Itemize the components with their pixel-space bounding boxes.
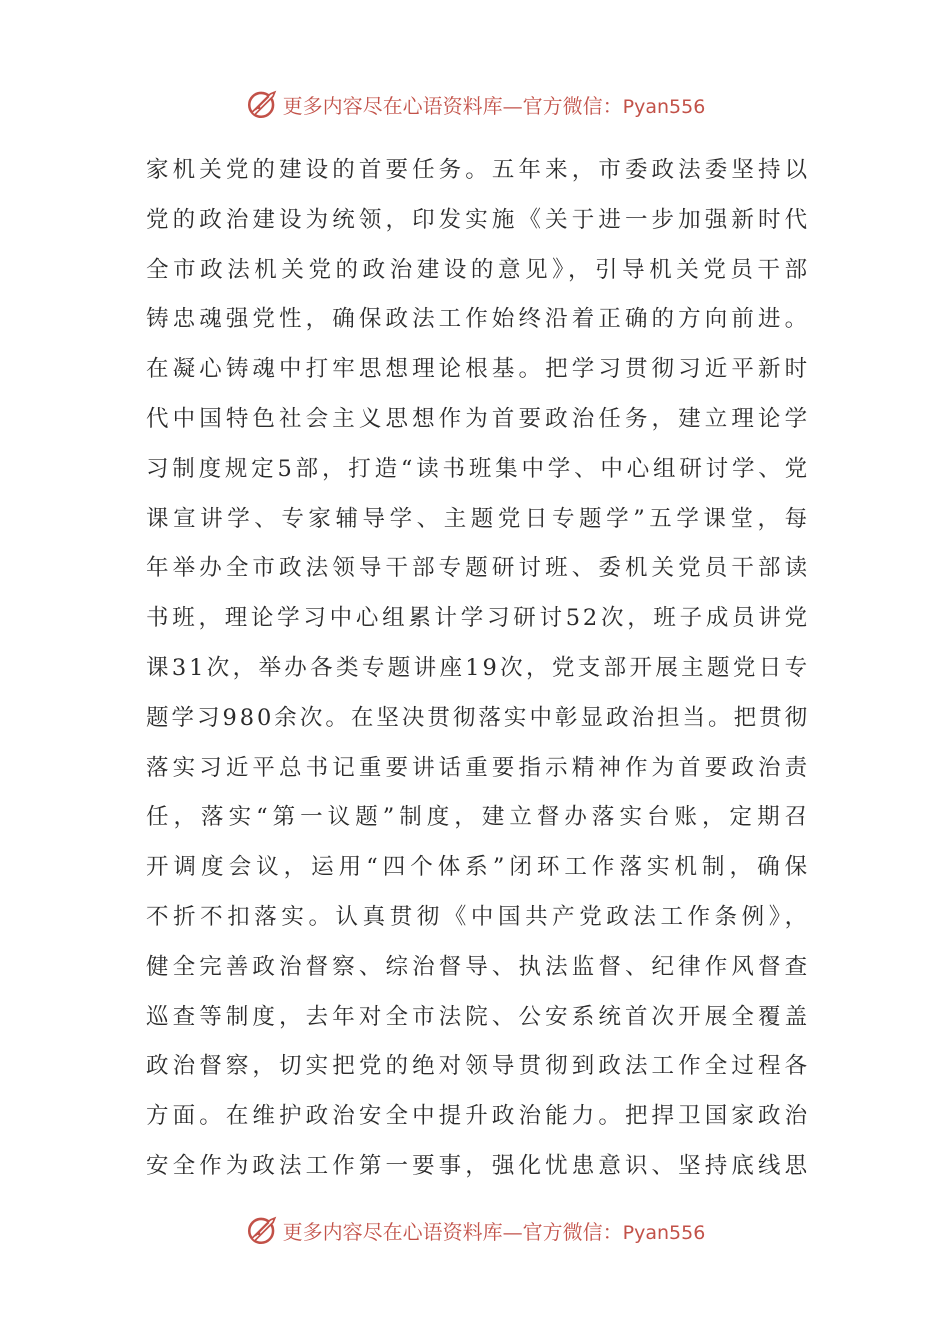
body-line: 课31次，举办各类专题讲座19次，党支部开展主题党日专 [146,654,810,681]
document-body [146,146,810,1192]
body-line: 年举办全市政法领导干部专题研讨班、委机关党员干部读 [146,555,810,582]
body-line: 全市政法机关党的政治建设的意见》，引导机关党员干部 [146,256,810,283]
footer-banner-account: Pyan556 [622,1221,706,1244]
body-line: 题学习980余次。在坚决贯彻落实中彰显政治担当。把贯彻 [146,704,810,731]
header-banner [0,82,950,126]
body-line: 落实习近平总书记重要讲话重要指示精神作为首要政治责 [146,754,810,781]
body-line: 家机关党的建设的首要任务。五年来，市委政法委坚持以 [146,157,810,183]
body-line: 开调度会议，运用“四个体系”闭环工作落实机制，确保 [146,854,810,881]
body-line: 巡查等制度，去年对全市法院、公安系统首次开展全覆盖 [146,1003,810,1030]
footer-banner [0,1208,950,1252]
body-line: 代中国特色社会主义思想作为首要政治任务，建立理论学 [146,405,810,432]
body-line: 健全完善政治督察、综治督导、执法监督、纪律作风督查 [146,953,810,980]
body-line: 政治督察，切实把党的绝对领导贯彻到政法工作全过程各 [146,1053,810,1080]
body-line: 任，落实“第一议题”制度，建立督办落实台账，定期召 [146,804,810,831]
body-line: 党的政治建设为统领，印发实施《关于进一步加强新时代 [146,206,810,233]
body-line: 书班，理论学习中心组累计学习研讨52次，班子成员讲党 [146,605,810,632]
header-banner-text: 更多内容尽在心语资料库—官方微信：Pyan556 [282,93,706,118]
pen-nib-logo-icon [245,87,279,121]
body-line: 安全作为政法工作第一要事，强化忧患意识、坚持底线思 [146,1152,810,1179]
footer-banner-text: 更多内容尽在心语资料库—官方微信：Pyan556 [282,1219,706,1244]
body-line: 不折不扣落实。认真贯彻《中国共产党政法工作条例》， [146,903,810,930]
pen-nib-logo-icon [245,1213,279,1247]
body-line: 在凝心铸魂中打牢思想理论根基。把学习贯彻习近平新时 [146,356,810,383]
header-banner-account: Pyan556 [622,95,706,118]
body-line: 方面。在维护政治安全中提升政治能力。把捍卫国家政治 [146,1103,810,1130]
body-line: 铸忠魂强党性，确保政法工作始终沿着正确的方向前进。 [146,306,810,333]
body-line: 课宣讲学、专家辅导学、主题党日专题学”五学课堂，每 [146,505,810,532]
body-line: 习制度规定5部，打造“读书班集中学、中心组研讨学、党 [146,455,810,482]
